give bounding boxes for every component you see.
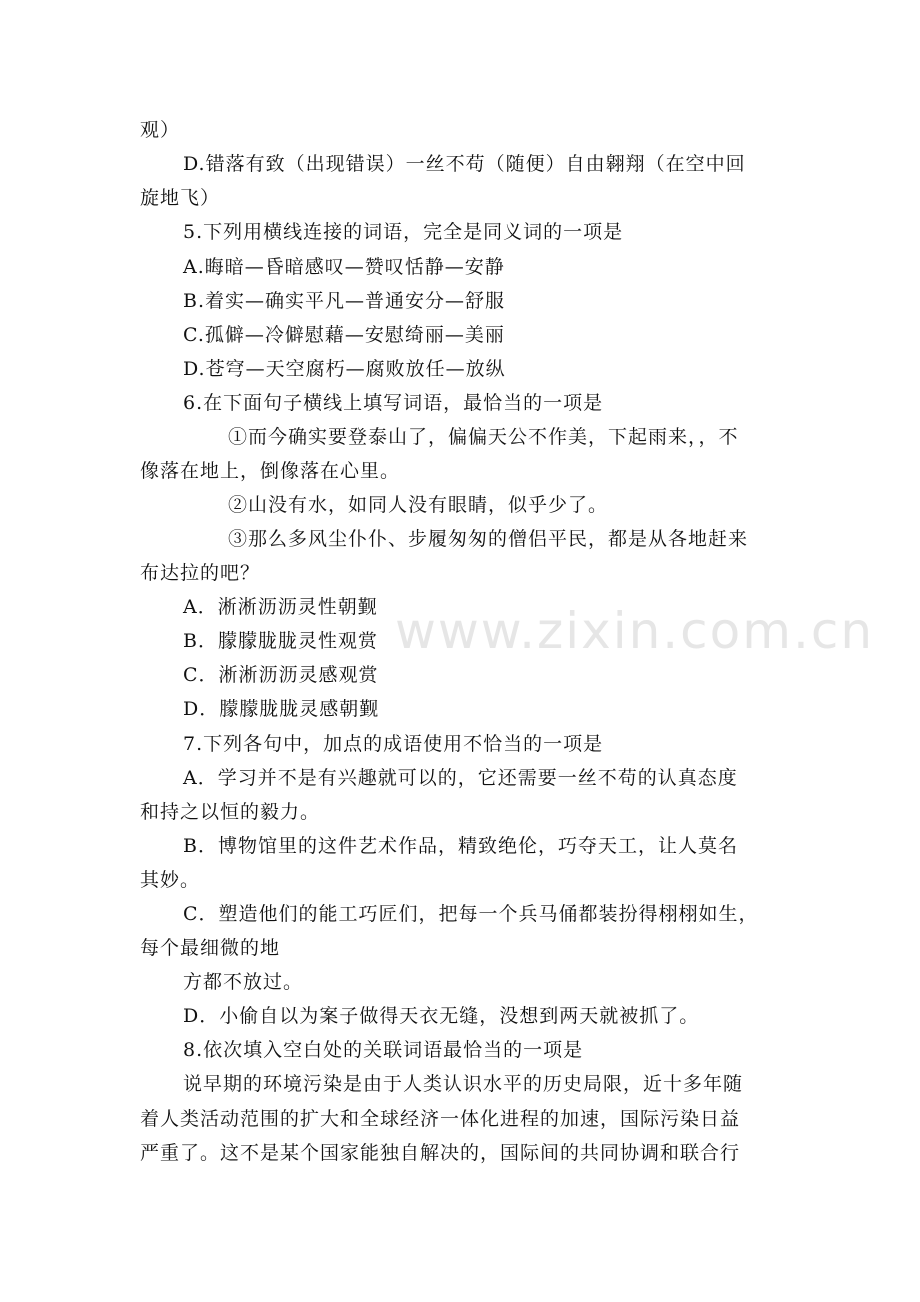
passage-line: 严重了。这不是某个国家能独自解决的，国际间的共同协调和联合行 bbox=[140, 1142, 741, 1164]
option-5c: C.孤僻—冷僻慰藉—安慰绮丽—美丽 bbox=[183, 324, 505, 346]
text-line: 每个最细微的地 bbox=[140, 937, 281, 959]
passage-line: 着人类活动范围的扩大和全球经济一体化进程的加速，国际污染日益 bbox=[140, 1108, 741, 1130]
watermark: www.zixin.com.cn bbox=[395, 602, 875, 660]
option-5d: D.苍穹—天空腐朽—腐败放任—放纵 bbox=[183, 358, 506, 380]
passage-line: 说早期的环境污染是由于人类认识水平的历史局限，近十多年随 bbox=[183, 1073, 744, 1095]
text-line: 布达拉的吧？ bbox=[140, 562, 261, 584]
option-7b: B．博物馆里的这件艺术作品，精致绝伦，巧夺天工，让人莫名 bbox=[183, 835, 738, 857]
text-line: 观） bbox=[140, 119, 181, 141]
question-5-heading: 5.下列用横线连接的词语，完全是同义词的一项是 bbox=[183, 221, 624, 243]
option-7a: A．学习并不是有兴趣就可以的，它还需要一丝不苟的认真态度 bbox=[183, 767, 738, 789]
option-6b: B．朦朦胧胧灵性观赏 bbox=[183, 630, 378, 652]
option-7c: C．塑造他们的能工巧匠们，把每一个兵马俑都装扮得栩栩如生， bbox=[183, 903, 759, 925]
question-7-heading: 7.下列各句中，加点的成语使用不恰当的一项是 bbox=[183, 733, 604, 755]
sentence-3: ③那么多风尘仆仆、步履匆匆的僧侣平民，都是从各地赶来 bbox=[228, 528, 749, 550]
text-line: 像落在地上，倒像落在心里。 bbox=[140, 460, 401, 482]
option-6a: A．淅淅沥沥灵性朝觐 bbox=[183, 596, 378, 618]
question-6-heading: 6.在下面句子横线上填写词语，最恰当的一项是 bbox=[183, 392, 604, 414]
sentence-2: ②山没有水，如同人没有眼睛，似乎少了。 bbox=[228, 494, 609, 516]
option-5b: B.着实—确实平凡—普通安分—舒服 bbox=[183, 290, 506, 312]
option-5a: A.晦暗—昏暗感叹—赞叹恬静—安静 bbox=[183, 256, 505, 278]
text-line: 方都不放过。 bbox=[183, 971, 304, 993]
sentence-1: ①而今确实要登泰山了，偏偏天公不作美，下起雨来，，不 bbox=[228, 426, 739, 448]
text-line: 其妙。 bbox=[140, 869, 201, 891]
option-6d: D．朦朦胧胧灵感朝觐 bbox=[183, 698, 380, 720]
text-line: D.错落有致（出现错误）一丝不苟（随便）自由翱翔（在空中回 bbox=[183, 153, 746, 175]
question-8-heading: 8.依次填入空白处的关联词语最恰当的一项是 bbox=[183, 1039, 584, 1061]
text-line: 旋地飞） bbox=[140, 187, 221, 209]
text-line: 和持之以恒的毅力。 bbox=[140, 801, 321, 823]
option-6c: C．淅淅沥沥灵感观赏 bbox=[183, 664, 379, 686]
option-7d: D．小偷自以为案子做得天衣无缝，没想到两天就被抓了。 bbox=[183, 1005, 700, 1027]
